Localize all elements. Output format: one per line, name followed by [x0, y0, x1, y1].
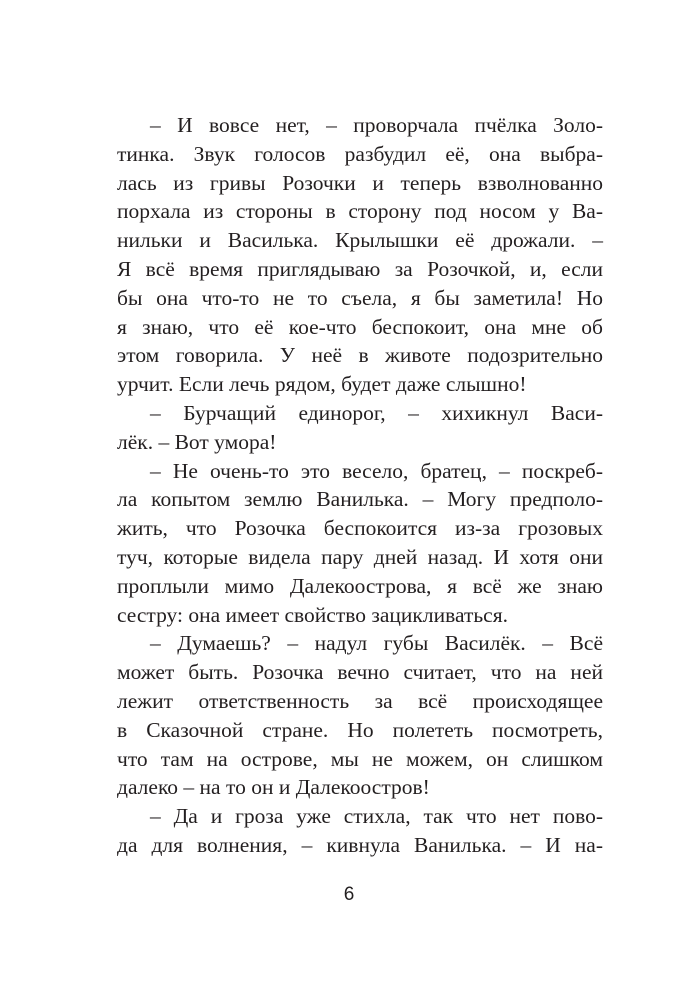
- text-line: – Думаешь? – надул губы Василёк. – Всё: [150, 631, 603, 656]
- text-line: – Да и гроза уже стихла, так что нет пово-: [150, 804, 603, 829]
- text-line: бы она что-то не то съела, я бы заметила! Но: [117, 285, 603, 310]
- text-line: лась из гривы Розочки и теперь взволнованно: [117, 170, 603, 195]
- text-line: туч, которые видела пару дней назад. И хотя они: [117, 544, 603, 569]
- text-line: этом говорила. У неё в животе подозрительно: [117, 343, 603, 368]
- text-line: я знаю, что её кое-что беспокоит, она мне об: [117, 314, 603, 339]
- text-line: ла копытом землю Ванилька. – Могу предполо-: [117, 487, 603, 512]
- text-line: – И вовсе нет, – проворчала пчёлка Золо-: [150, 113, 603, 137]
- text-line: лежит ответственность за всё происходящее: [117, 688, 603, 713]
- text-line: порхала из стороны в сторону под носом у Ва-: [117, 199, 603, 224]
- page-body: [117, 111, 603, 860]
- text-line: Я всё время приглядываю за Розочкой, и, если: [117, 256, 603, 281]
- text-line: в Сказочной стране. Но полететь посмотреть,: [117, 717, 603, 742]
- text-line: далеко – на то он и Далекоостров!: [117, 775, 430, 800]
- text-line: нильки и Василька. Крылышки её дрожали. –: [117, 228, 603, 253]
- text-line: – Бурчащий единорог, – хихикнул Васи-: [150, 400, 603, 425]
- page-number: 6: [343, 884, 355, 905]
- text-line: сестру: она имеет свойство зацикливаться.: [117, 602, 508, 627]
- text-line: проплыли мимо Далекоострова, я всё же знаю: [117, 573, 603, 598]
- text-line: урчит. Если лечь рядом, будет даже слышно!: [117, 372, 527, 397]
- text-line: может быть. Розочка вечно считает, что на ней: [117, 660, 603, 685]
- text-line: – Не очень-то это весело, братец, – поскреб-: [150, 458, 603, 483]
- text-line: что там на острове, мы не можем, он слишком: [117, 746, 603, 771]
- text-line: жить, что Розочка беспокоится из-за грозовых: [117, 516, 603, 541]
- text-line: да для волнения, – кивнула Ванилька. – И на-: [117, 832, 603, 857]
- text-line: тинка. Звук голосов разбудил её, она выбра-: [117, 141, 603, 166]
- text-line: лёк. – Вот умора!: [117, 429, 277, 454]
